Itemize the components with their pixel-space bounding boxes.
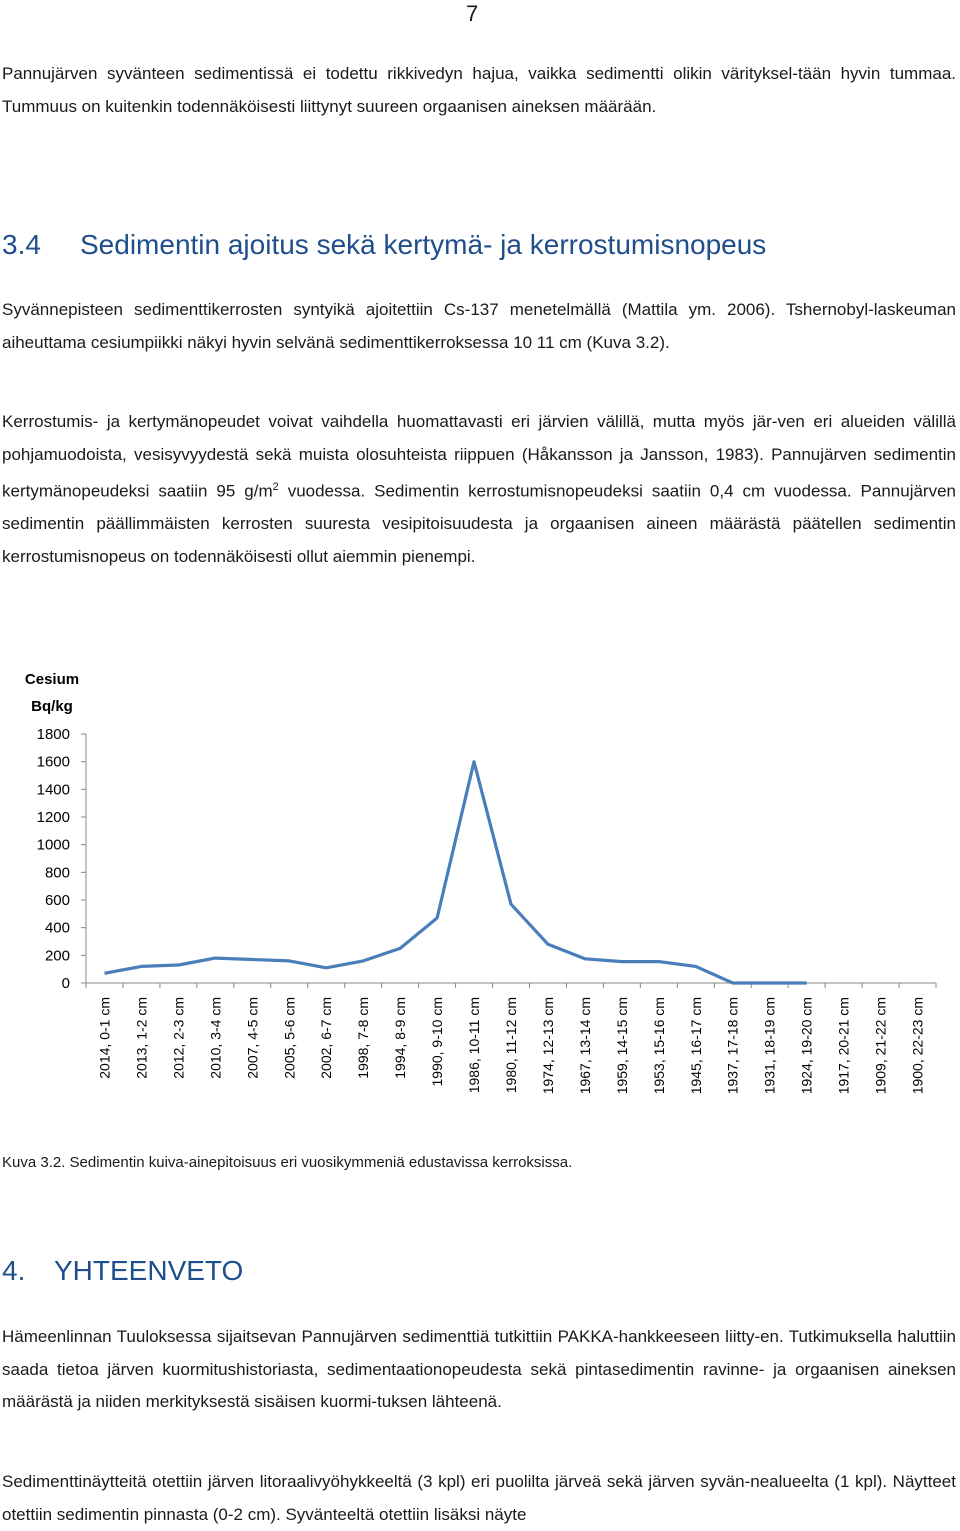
y-tick-label: 200 (44, 947, 70, 965)
x-tick-label: 1994, 8-9 cm (392, 997, 409, 1079)
chart-axes (81, 734, 936, 988)
section-heading-3-4 (2, 228, 766, 262)
paragraph-summary: Hämeenlinnan Tuuloksessa sijaitsevan Pannujärven sedimenttiä tutkittiin PAKKA-hankkeeseen liitty-en. Tutkimuksella haluttiin saada tietoa järven kuormitushistoriasta, sedimentaationopeudesta sekä pintasedimentin ravinne- ja orgaanisen aineksen määrästä ja niiden merkityksestä sisäisen kuormi-tuksen lähteenä. (2, 1327, 956, 1411)
y-axis-ticks (37, 726, 70, 992)
x-tick-label: 2014, 0-1 cm (96, 997, 113, 1079)
paragraph-accumulation-part2: vuodessa. Sedimentin kerrostumisnopeudeksi saatiin 0,4 cm vuodessa. Pannujärven sedimentin päällimmäisten kerrosten suuresta vesipitoisuudesta ja orgaanisen aineen määrästä päätellen sedimentin kerrostumisnopeus on todennäköisesti ollut aiemmin pienempi. (2, 481, 956, 566)
section-title: YHTEENVETO (54, 1255, 244, 1286)
x-tick-label: 2010, 3-4 cm (207, 997, 224, 1079)
cesium-series-line (105, 762, 807, 983)
paragraph-accumulation-part1: Kerrostumis- ja kertymänopeudet voivat vaihdella huomattavasti eri järvien välillä, mutta myös jär-ven eri alueiden välillä pohjamuodoista, vesisyvyydestä sekä muista olosuhteista riippuen (Håkansson ja Jansson, 1983). Pannujärven sedimentin kertymänopeudeksi saatiin 95 g/m (2, 412, 956, 501)
x-tick-label: 1953, 15-16 cm (650, 997, 667, 1095)
y-tick-label: 1200 (36, 809, 70, 826)
x-tick-label: 2002, 6-7 cm (318, 997, 335, 1079)
y-tick-label: 800 (44, 864, 70, 882)
x-tick-label: 1937, 17-18 cm (724, 997, 741, 1095)
x-tick-label: 1917, 20-21 cm (835, 997, 852, 1095)
x-tick-label: 1986, 10-11 cm (466, 997, 483, 1094)
section-number: 4. (2, 1255, 26, 1286)
y-tick-label: 1600 (36, 753, 70, 771)
x-tick-label: 1967, 13-14 cm (576, 997, 593, 1095)
x-tick-label: 1959, 14-15 cm (613, 997, 630, 1095)
paragraph-samples: Sedimenttinäytteitä otettiin järven litoraalivyöhykkeeltä (3 kpl) eri puolilta järveä sekä järven syvän-nealueelta (1 kpl). Näytteet otettiin sedimentin pinnasta (0-2 cm). Syvänteeltä otettiin lisäksi näyte (2, 1472, 956, 1524)
y-axis-label-line2: Bq/kg (31, 698, 73, 715)
x-tick-label: 1924, 19-20 cm (798, 997, 815, 1095)
y-tick-label: 600 (44, 892, 70, 909)
x-tick-label: 2013, 1-2 cm (133, 997, 150, 1079)
section-heading-4 (2, 1254, 243, 1288)
x-tick-label: 1931, 18-19 cm (761, 997, 778, 1095)
x-tick-label: 1990, 9-10 cm (429, 997, 446, 1087)
y-tick-label: 0 (61, 975, 70, 992)
page-number: 7 (466, 1, 479, 26)
x-tick-label: 1909, 21-22 cm (872, 997, 889, 1095)
x-tick-label: 2005, 5-6 cm (281, 997, 298, 1079)
cesium-chart (0, 660, 960, 1140)
section-number: 3.4 (2, 229, 41, 260)
x-tick-label: 1945, 16-17 cm (687, 997, 704, 1095)
y-axis-label-line1: Cesium (24, 671, 80, 688)
paragraph-dating: Syvännepisteen sedimenttikerrosten syntyikä ajoitettiin Cs-137 menetelmällä (Mattila ym. 2006). Tshernobyl-laskeuman aiheuttama cesiumpiikki näkyi hyvin selvänä sedimenttikerroksessa 10 11 cm (Kuva 3.2). (2, 300, 956, 352)
paragraph-sediment-color: Pannujärven syvänteen sedimentissä ei todettu rikkivedyn hajua, vaikka sedimentti olikin värityksel-tään hyvin tummaa. Tummuus on kuitenkin todennäköisesti liittynyt suureen orgaanisen aineksen määrään. (2, 64, 956, 116)
x-tick-label: 2012, 2-3 cm (170, 997, 187, 1079)
x-tick-label: 2007, 4-5 cm (244, 997, 261, 1079)
figure-caption: Kuva 3.2. Sedimentin kuiva-ainepitoisuus eri vuosikymmeniä edustavissa kerroksissa. (2, 1154, 573, 1171)
x-tick-label: 1900, 22-23 cm (909, 997, 926, 1095)
cesium-chart-svg (0, 660, 960, 1140)
cesium-series (105, 762, 807, 983)
x-tick-label: 1998, 7-8 cm (355, 997, 372, 1079)
y-tick-label: 1800 (36, 726, 70, 743)
y-tick-label: 400 (44, 919, 70, 937)
y-tick-label: 1000 (36, 836, 70, 854)
x-tick-label: 1980, 11-12 cm (503, 997, 519, 1094)
section-title: Sedimentin ajoitus sekä kertymä- ja kerrostumisnopeus (80, 229, 767, 260)
x-tick-label: 1974, 12-13 cm (539, 997, 556, 1095)
x-axis-labels (96, 997, 925, 1094)
paragraph-accumulation (2, 406, 956, 573)
superscript: 2 (272, 481, 279, 493)
y-tick-label: 1400 (36, 781, 70, 799)
